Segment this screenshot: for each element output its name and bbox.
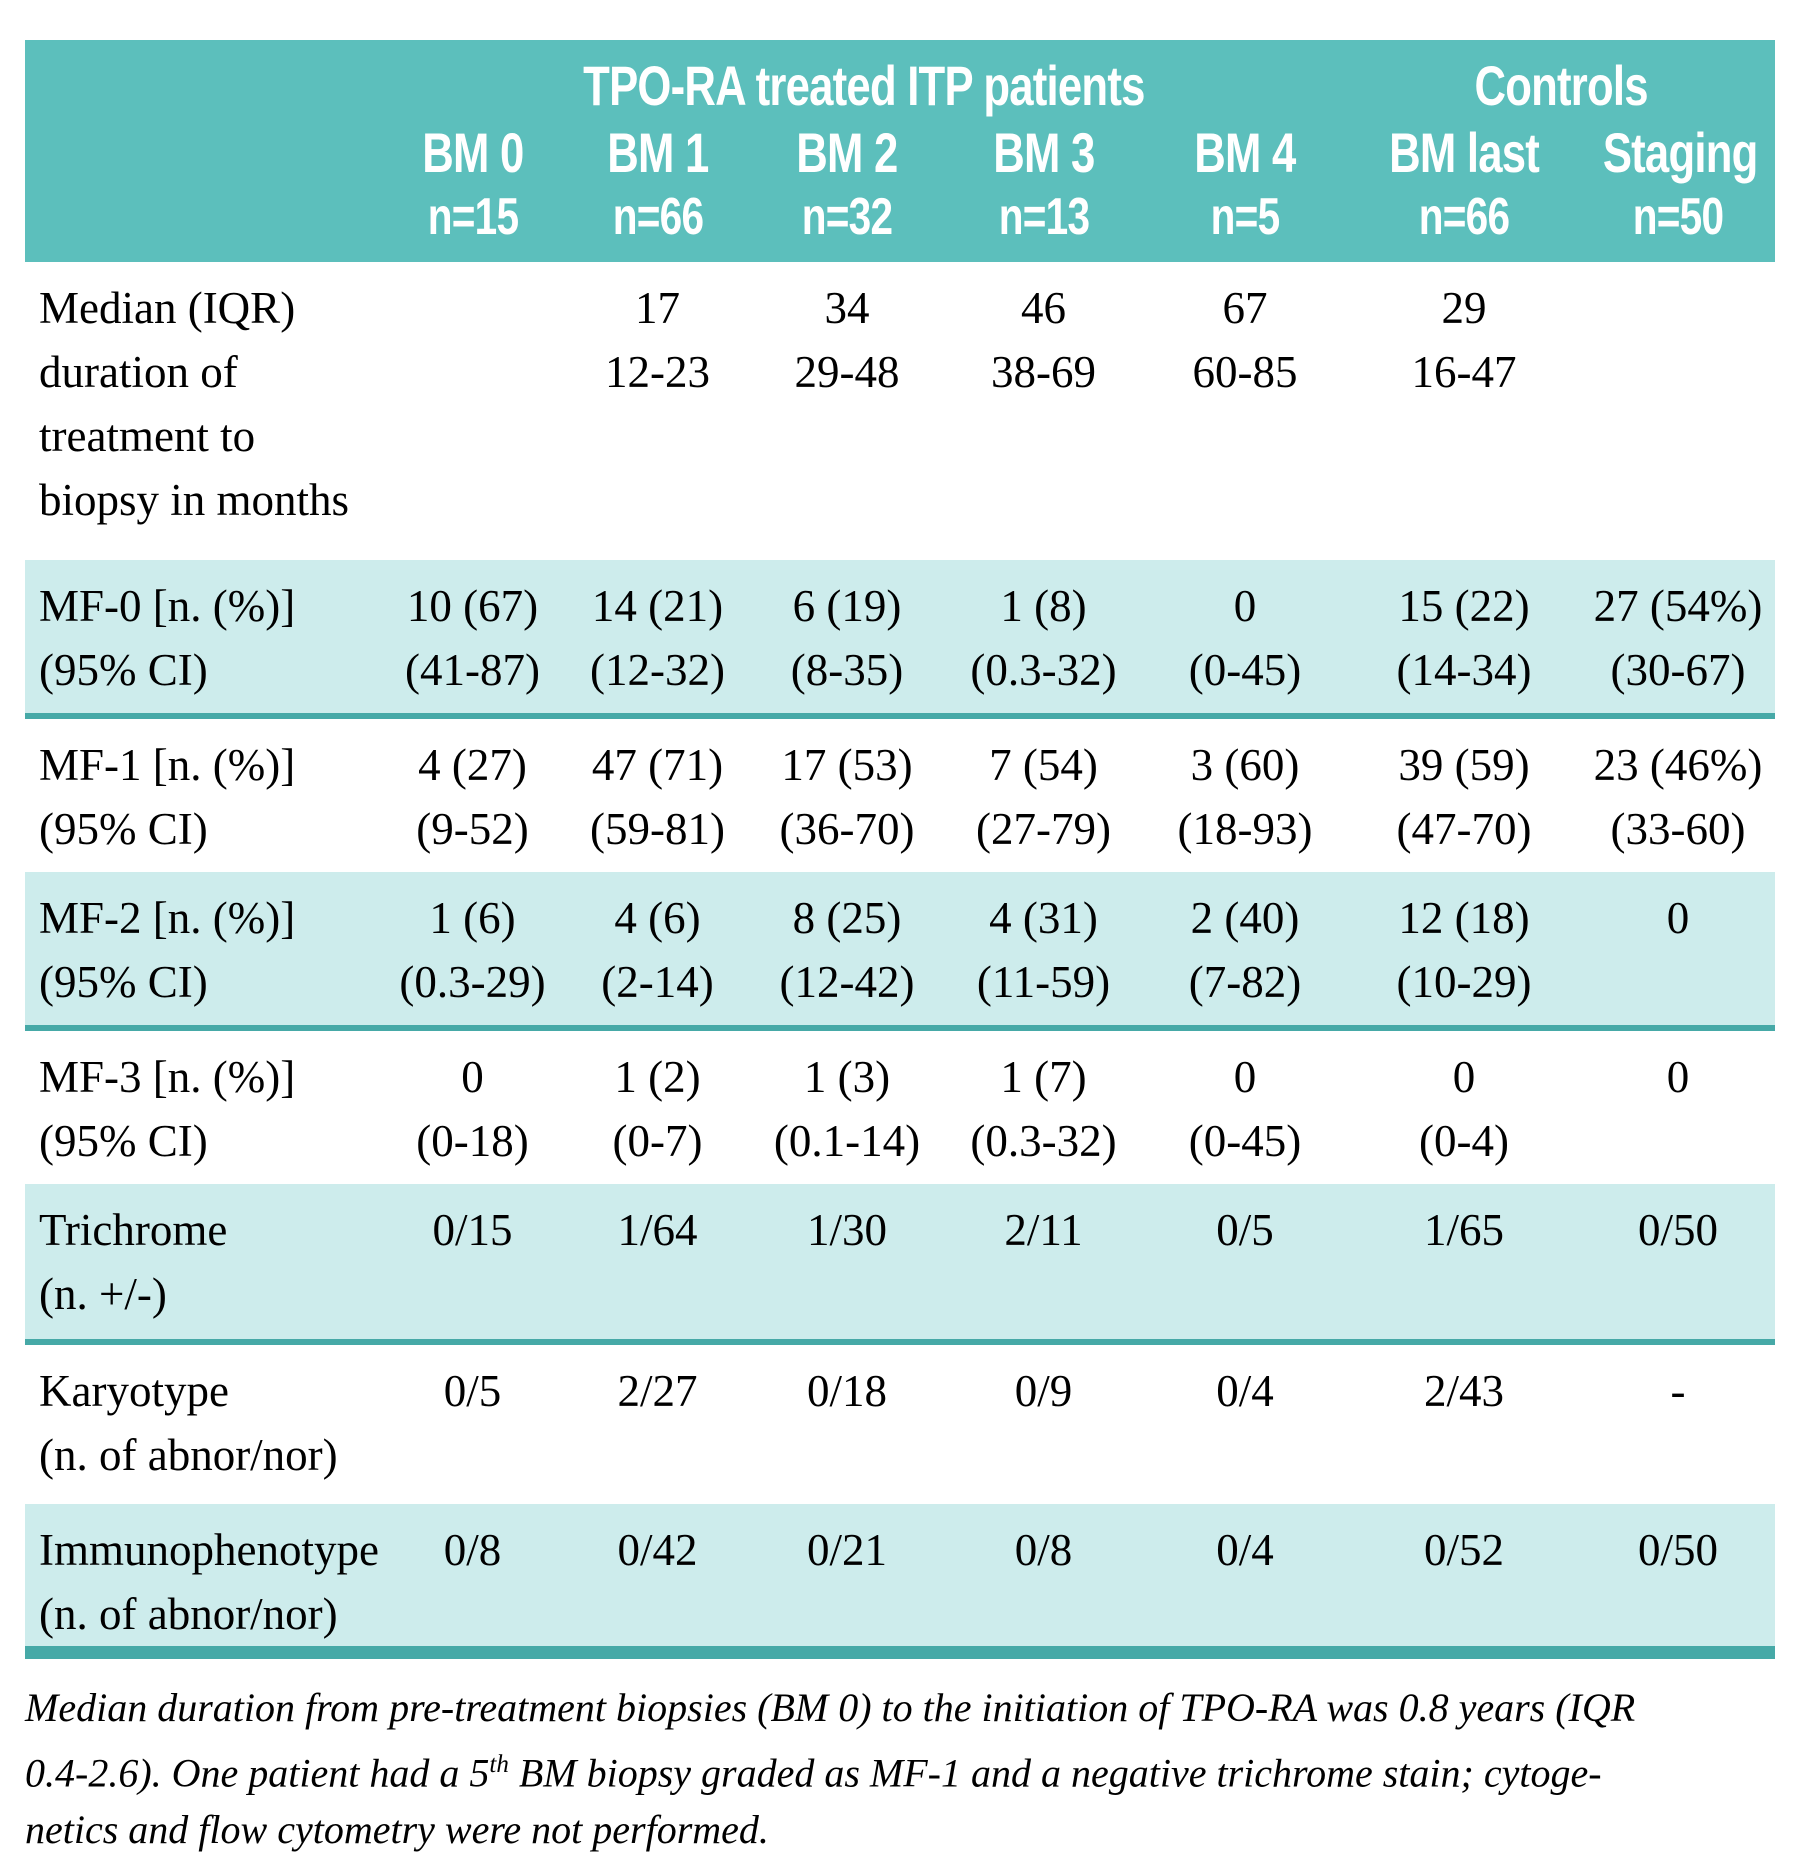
col-n: n=50 xyxy=(1632,188,1724,246)
col-label: BM 4 xyxy=(1194,121,1296,184)
data-cell: 1/64 xyxy=(565,1184,750,1342)
col-label: BM 1 xyxy=(606,121,709,184)
data-cell: 0/5 xyxy=(1143,1184,1347,1342)
col-label: BM 2 xyxy=(796,121,898,184)
row-label-mf1: MF-1 [n. (%)] (95% CI) xyxy=(39,740,296,854)
data-cell: - xyxy=(1670,1366,1686,1416)
data-cell: 67 60-85 xyxy=(1192,283,1298,397)
row-label-median-duration: Median (IQR) duration of treatment to biopsy in months xyxy=(39,283,350,525)
data-cell: 0/50 xyxy=(1581,1504,1775,1653)
data-cell: 0/21 xyxy=(750,1504,944,1653)
col-n: n=13 xyxy=(998,188,1089,246)
page xyxy=(0,40,1800,1853)
col-label: BM 0 xyxy=(421,121,524,184)
data-cell: 34 29-48 xyxy=(794,283,900,397)
header-group-patients xyxy=(380,40,1347,120)
data-cell xyxy=(380,262,565,560)
data-cell: 1 (8) (0.3-32) xyxy=(944,560,1143,716)
data-cell: 46 38-69 xyxy=(991,283,1096,397)
data-cell: 0/5 xyxy=(443,1366,502,1416)
data-cell xyxy=(1581,262,1775,560)
col-header-staging xyxy=(1581,120,1775,262)
data-cell: 0/4 xyxy=(1216,1366,1274,1416)
row-label-immunophenotype: Immunophenotype (n. of abnor/nor) xyxy=(25,1504,380,1653)
row-label-mf2: MF-2 [n. (%)] (95% CI) xyxy=(25,872,380,1028)
data-cell: 47 (71) (59-81) xyxy=(590,740,725,854)
col-n: n=66 xyxy=(1418,188,1510,246)
data-cell: 6 (19) (8-35) xyxy=(750,560,944,716)
row-label-trichrome: Trichrome (n. +/-) xyxy=(25,1184,380,1342)
data-cell: 0/42 xyxy=(565,1504,750,1653)
row-mf1 xyxy=(25,716,1775,872)
data-cell: 39 (59) (47-70) xyxy=(1396,740,1532,854)
data-cell: 0/8 xyxy=(380,1504,565,1653)
footnote-line-2: 0.4-2.6). One patient had a 5th BM biopsy graded as MF-1 and a negative trichrome stain; cytoge- xyxy=(25,1750,1602,1796)
data-cell: 4 (27) (9-52) xyxy=(416,740,529,854)
data-cell: 0 xyxy=(1581,872,1775,1028)
col-label: BM 3 xyxy=(992,121,1095,184)
col-n: n=66 xyxy=(612,188,703,246)
row-mf3 xyxy=(25,1028,1775,1184)
table-wrap xyxy=(25,40,1775,1659)
data-cell: 3 (60) (18-93) xyxy=(1177,740,1313,854)
header-group-controls xyxy=(1347,40,1775,120)
footnote-superscript: th xyxy=(489,1751,509,1778)
row-label-mf0: MF-0 [n. (%)] (95% CI) xyxy=(25,560,380,716)
footnote-line-3: netics and flow cytometry were not performed. xyxy=(25,1807,769,1853)
data-cell: 14 (21) (12-32) xyxy=(565,560,750,716)
data-cell: 1 (7) (0.3-32) xyxy=(970,1052,1117,1166)
data-cell: 17 (53) (36-70) xyxy=(779,740,915,854)
row-immunophenotype xyxy=(25,1504,1775,1653)
data-cell: 0 xyxy=(1666,1052,1690,1102)
row-median-duration xyxy=(25,262,1775,560)
col-n: n=15 xyxy=(427,188,518,246)
data-cell: 2/43 xyxy=(1424,1366,1505,1416)
col-header-bm4 xyxy=(1143,120,1347,262)
col-header-bm-last xyxy=(1347,120,1581,262)
table-header xyxy=(25,40,1775,262)
data-cell: 0/50 xyxy=(1581,1184,1775,1342)
data-cell: 23 (46%) (33-60) xyxy=(1593,740,1763,854)
row-karyotype xyxy=(25,1342,1775,1504)
data-cell: 27 (54%) (30-67) xyxy=(1581,560,1775,716)
data-cell: 1/30 xyxy=(750,1184,944,1342)
col-label: Staging xyxy=(1602,121,1758,184)
col-n: n=5 xyxy=(1210,188,1280,246)
data-cell: 17 12-23 xyxy=(605,283,710,397)
data-cell: 1 (2) (0-7) xyxy=(612,1052,703,1166)
footnote-line-1: Median duration from pre-treatment biopsies (BM 0) to the initiation of TPO-RA was 0.8 years (IQR xyxy=(25,1685,1636,1730)
data-cell: 0 (0-45) xyxy=(1143,560,1347,716)
data-cell: 8 (25) (12-42) xyxy=(750,872,944,1028)
col-n: n=32 xyxy=(801,188,893,246)
data-cell: 0/52 xyxy=(1347,1504,1581,1653)
col-header-bm0 xyxy=(380,120,565,262)
table-footnote xyxy=(25,1679,1775,1858)
row-label-karyotype: Karyotype (n. of abnor/nor) xyxy=(39,1366,338,1480)
header-column-row xyxy=(25,120,1775,262)
group-patients-label: TPO-RA treated ITP patients xyxy=(582,54,1145,117)
header-group-row xyxy=(25,40,1775,120)
col-header-bm2 xyxy=(750,120,944,262)
header-corner-2 xyxy=(25,120,380,262)
data-cell: 4 (31) (11-59) xyxy=(944,872,1143,1028)
col-header-bm1 xyxy=(565,120,750,262)
data-cell: 0/9 xyxy=(1014,1366,1073,1416)
row-trichrome xyxy=(25,1184,1775,1342)
data-cell: 1/65 xyxy=(1347,1184,1581,1342)
data-cell: 2/11 xyxy=(944,1184,1143,1342)
data-cell: 4 (6) (2-14) xyxy=(565,872,750,1028)
data-cell: 0/4 xyxy=(1143,1504,1347,1653)
col-header-bm3 xyxy=(944,120,1143,262)
col-label: BM last xyxy=(1389,121,1539,184)
data-cell: 0 (0-45) xyxy=(1188,1052,1302,1166)
data-cell: 0 (0-4) xyxy=(1419,1052,1510,1166)
data-cell: 7 (54) (27-79) xyxy=(976,740,1111,854)
data-cell: 2/27 xyxy=(617,1366,698,1416)
header-corner xyxy=(25,40,380,120)
data-cell: 1 (3) (0.1-14) xyxy=(773,1052,921,1166)
data-cell: 0/8 xyxy=(944,1504,1143,1653)
data-cell: 12 (18) (10-29) xyxy=(1347,872,1581,1028)
table-body xyxy=(25,262,1775,1653)
data-cell: 2 (40) (7-82) xyxy=(1143,872,1347,1028)
data-cell: 0/18 xyxy=(806,1366,887,1416)
row-mf2 xyxy=(25,872,1775,1028)
data-cell: 1 (6) (0.3-29) xyxy=(380,872,565,1028)
row-label-mf3: MF-3 [n. (%)] (95% CI) xyxy=(39,1052,296,1166)
data-cell: 0 (0-18) xyxy=(416,1052,529,1166)
row-mf0 xyxy=(25,560,1775,716)
results-table xyxy=(25,40,1775,1659)
data-cell: 15 (22) (14-34) xyxy=(1347,560,1581,716)
group-controls-label: Controls xyxy=(1474,54,1648,117)
data-cell: 0/15 xyxy=(380,1184,565,1342)
data-cell: 10 (67) (41-87) xyxy=(380,560,565,716)
data-cell: 29 16-47 xyxy=(1411,283,1517,397)
